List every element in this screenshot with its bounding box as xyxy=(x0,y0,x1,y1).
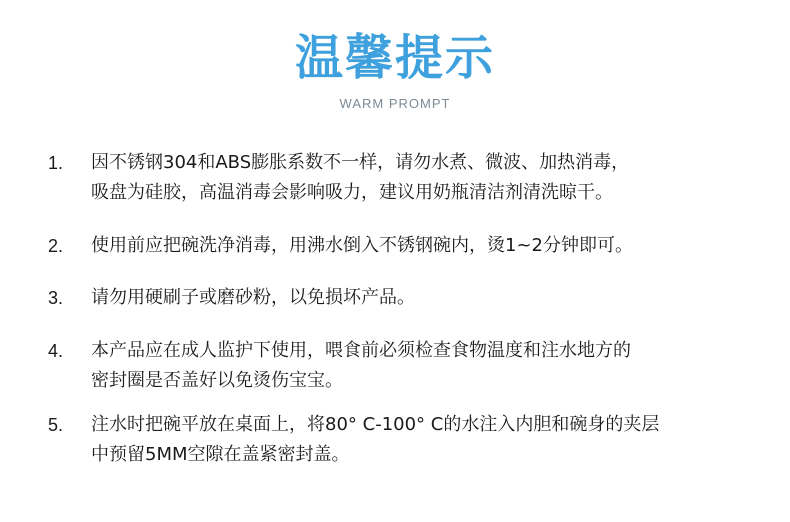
tip-number: 1. xyxy=(48,153,64,173)
tip-line: 注水时把碗平放在桌面上，将80° C-100° C的水注入内胆和碗身的夹层 xyxy=(91,414,660,435)
tip-line: 因不锈钢304和ABS膨胀系数不一样，请勿水煮、微波、加热消毒， xyxy=(91,152,630,173)
tip-text xyxy=(91,336,781,396)
tip-line: 请勿用硬刷子或磨砂粉，以免损坏产品。 xyxy=(91,287,415,308)
tip-number: 2. xyxy=(48,236,64,256)
tip-line: 中预留5MM空隙在盖紧密封盖。 xyxy=(91,444,350,465)
tip-number: 3. xyxy=(48,288,64,308)
tip-number: 4. xyxy=(48,341,64,361)
tip-line: 使用前应把碗洗净消毒，用沸水倒入不锈钢碗内，烫1~2分钟即可。 xyxy=(91,235,633,256)
tip-text xyxy=(91,231,781,261)
tip-line: 本产品应在成人监护下使用，喂食前必须检查食物温度和注水地方的 xyxy=(91,340,631,361)
page-title: 温馨提示 xyxy=(294,30,495,86)
tip-line: 密封圈是否盖好以免烫伤宝宝。 xyxy=(91,370,343,391)
tip-line: 吸盘为硅胶，高温消毒会影响吸力，建议用奶瓶清洁剂清洗晾干。 xyxy=(91,182,613,203)
tip-text xyxy=(91,283,781,313)
page-subtitle: WARM PROMPT xyxy=(339,96,451,111)
header xyxy=(0,30,790,111)
tip-text xyxy=(91,148,781,208)
tip-text xyxy=(91,410,781,470)
tip-number: 5. xyxy=(48,415,64,435)
